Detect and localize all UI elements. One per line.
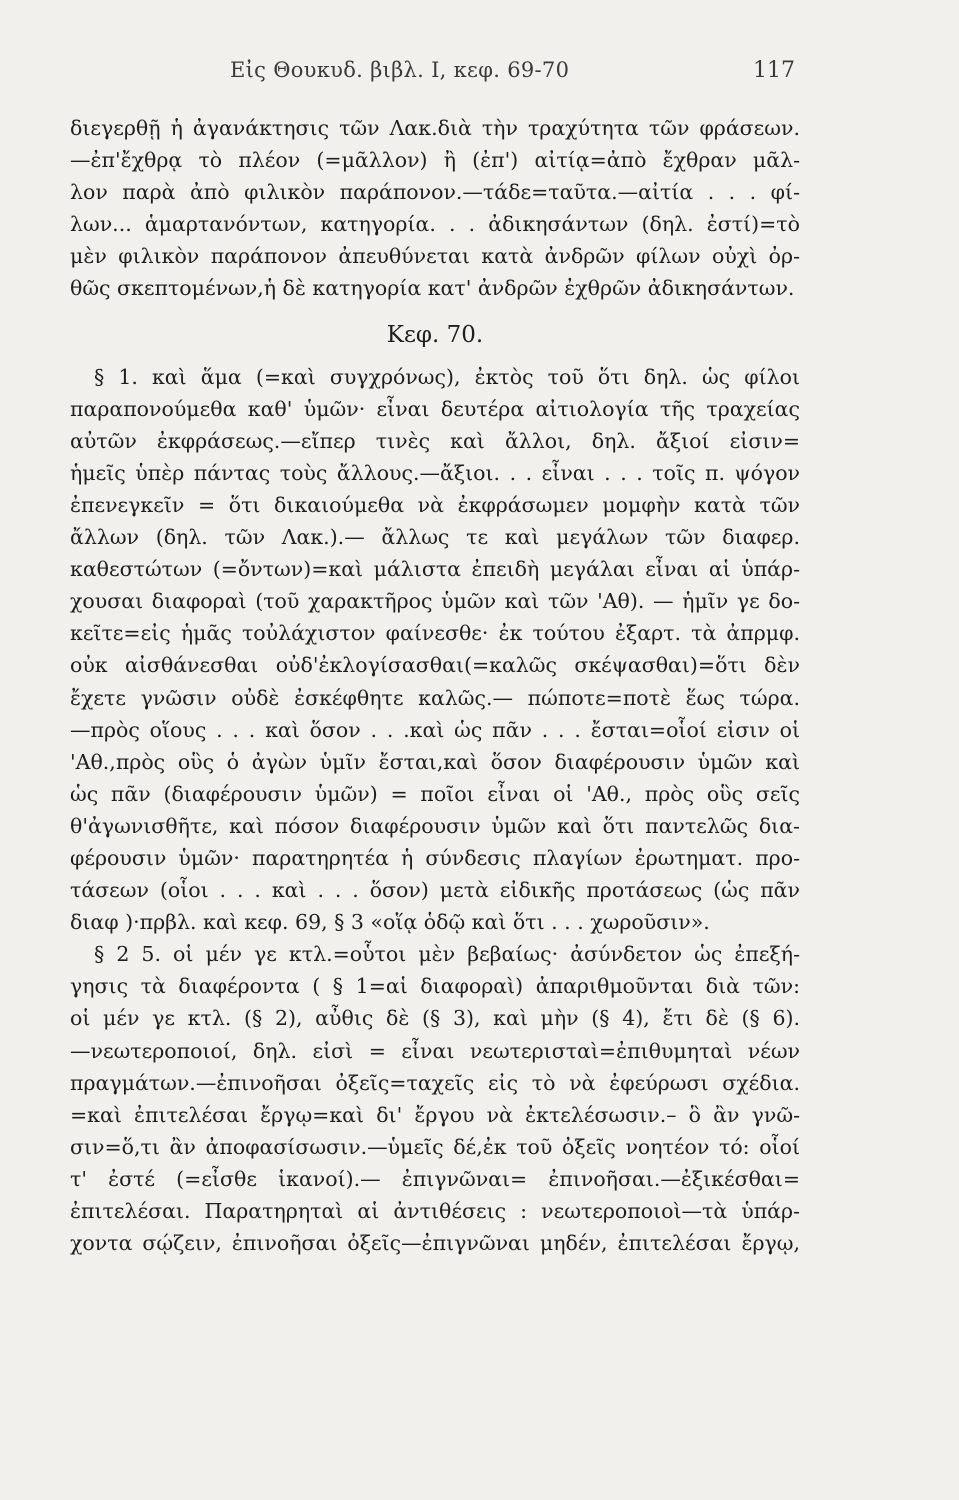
- text-line: ὡς πᾶν (διαφέρουσιν ὑμῶν) = ποῖοι εἶναι οἱ 'Αθ., πρὸς οὓς σεῖς: [70, 781, 800, 806]
- commentary-text: [70, 112, 800, 1259]
- page-number: 117: [753, 58, 795, 83]
- text-line: χοντα σῴζειν, ἐπινοῆσαι ὀξεῖς—ἐπιγνῶναι μηδέν, ἐπιτελέσαι ἔργῳ,: [70, 1231, 800, 1256]
- text-line: καθεστώτων (=ὄντων)=καὶ μάλιστα ἐπειδὴ μεγάλαι εἶναι αἱ ὑπάρ-: [70, 557, 800, 582]
- text-line: ἐπιτελέσαι. Παρατηρηταὶ αἱ ἀντιθέσεις : νεωτεροποιοὶ—τὰ ὑπάρ-: [70, 1199, 800, 1223]
- text-line: αὐτῶν ἐκφράσεως.—εἴπερ τινὲς καὶ ἄλλοι, δηλ. ἄξιοί εἰσιν=: [70, 428, 800, 453]
- text-line: ἄλλων (δηλ. τῶν Λακ.).— ἄλλως τε καὶ μεγάλων τῶν διαφερ.: [70, 525, 800, 550]
- text-line: —πρὸς οἵους . . . καὶ ὅσον . . .καὶ ὡς πᾶν . . . ἔσται=οἷοί εἰσιν οἱ: [70, 717, 800, 742]
- text-line: διεγερθῇ ἡ ἀγανάκτησις τῶν Λακ.διὰ τὴν τραχύτητα τῶν φράσεων.: [70, 116, 800, 140]
- text-line: λον παρὰ ἀπὸ φιλικὸν παράπονον.—τάδε=ταῦτα.—αἰτία . . . φί-: [70, 180, 800, 205]
- text-line: οἱ μέν γε κτλ. (§ 2), αὖθις δὲ (§ 3), καὶ μὴν (§ 4), ἔτι δὲ (§ 6).: [70, 1006, 800, 1031]
- text-line: πραγμάτων.—ἐπινοῆσαι ὀξεῖς=ταχεῖς εἰς τὸ νὰ ἐφεύρωσι σχέδια.: [70, 1070, 800, 1095]
- text-line: § 1. καὶ ἅμα (=καὶ συγχρόνως), ἐκτὸς τοῦ ὅτι δηλ. ὡς φίλοι: [94, 364, 800, 389]
- text-line: γησις τὰ διαφέροντα ( § 1=αἱ διαφοραὶ) ἀπαριθμοῦνται διὰ τῶν:: [70, 974, 800, 999]
- text-line: ἐπενεγκεῖν = ὅτι δικαιούμεθα νὰ ἐκφράσωμεν μομφὴν κατὰ τῶν: [70, 492, 800, 517]
- text-line: —νεωτεροποιοί, δηλ. εἰσὶ = εἶναι νεωτερισταὶ=ἐπιθυμηταὶ νέων: [70, 1038, 800, 1063]
- text-line: § 2 5. οἱ μέν γε κτλ.=οὗτοι μὲν βεβαίως· ἀσύνδετον ὡς ἐπεξή-: [94, 942, 800, 967]
- text-line: οὐκ αἰσθάνεσθαι οὐδ'ἐκλογίσασθαι(=καλῶς σκέψασθαι)=ὅτι δὲν: [70, 653, 800, 678]
- text-line: παραπονούμεθα καθ' ὑμῶν· εἶναι δευτέρα αἰτιολογία τῆς τραχείας: [70, 396, 800, 421]
- text-line: ἡμεῖς ὑπὲρ πάντας τοὺς ἄλλους.—ἄξιοι. . . εἶναι . . . τοῖς π. ψόγον: [70, 460, 800, 485]
- text-line: τάσεων (οἷοι . . . καὶ . . . ὅσον) μετὰ εἰδικῆς προτάσεως (ὡς πᾶν: [70, 878, 800, 903]
- text-line: θ'ἀγωνισθῆτε, καὶ πόσον διαφέρουσιν ὑμῶν καὶ ὅτι παντελῶς δια-: [70, 813, 800, 838]
- running-head: Εἰς Θουκυδ. βιβλ. I, κεφ. 69-70: [230, 58, 570, 82]
- text-line: —ἐπ'ἔχθρᾳ τὸ πλέον (=μᾶλλον) ἢ (ἐπ') αἰτίᾳ=ἀπὸ ἔχθραν μᾶλ-: [70, 148, 800, 173]
- text-line: διαφ )·πρβλ. καὶ κεφ. 69, § 3 «οἵᾳ ὁδῷ καὶ ὅτι . . . χωροῦσιν».: [70, 910, 710, 935]
- text-line: =καὶ ἐπιτελέσαι ἔργῳ=καὶ δι' ἔργου νὰ ἐκτελέσωσιν.– ὃ ἂν γνῶ-: [70, 1102, 800, 1127]
- text-line: κεῖτε=εἰς ἡμᾶς τοὐλάχιστον φαίνεσθε· ἐκ τούτου ἐξαρτ. τὰ ἀπρμφ.: [70, 621, 800, 646]
- text-line: χουσαι διαφοραὶ (τοῦ χαρακτῆρος ὑμῶν καὶ τῶν 'Αθ). — ἡμῖν γε δο-: [70, 589, 800, 614]
- text-line: σιν=ὅ,τι ἂν ἀποφασίσωσιν.—ὑμεῖς δέ,ἐκ τοῦ ὀξεῖς νοητέον τό: οἷοί: [70, 1134, 800, 1159]
- text-line: μὲν φιλικὸν παράπονον ἀπευθύνεται κατὰ ἀνδρῶν φίλων οὐχὶ ὀρ-: [70, 244, 800, 269]
- text-line: φέρουσιν ὑμῶν· παρατηρητέα ἡ σύνδεσις πλαγίων ἐρωτηματ. προ-: [70, 845, 800, 870]
- text-line: λων... ἁμαρτανόντων, κατηγορία. . . ἀδικησάντων (δηλ. ἐστί)=τὸ: [70, 212, 800, 237]
- text-line: θῶς σκεπτομένων,ἡ δὲ κατηγορία κατ' ἀνδρῶν ἐχθρῶν ἀδικησάντων.: [70, 276, 795, 301]
- text-line: 'Αθ.,πρὸς οὓς ὁ ἀγὼν ὑμῖν ἔσται,καὶ ὅσον διαφέρουσιν ὑμῶν καὶ: [70, 749, 800, 774]
- page-header: [70, 58, 795, 88]
- chapter-heading: Κεφ. 70.: [386, 321, 484, 348]
- text-line: ἔχετε γνῶσιν οὐδὲ ἐσκέφθητε καλῶς.— πώποτε=ποτὲ ἕως τώρα.: [70, 685, 800, 710]
- text-line: τ' ἐστέ (=εἶσθε ἱκανοί).— ἐπιγνῶναι= ἐπινοῆσαι.—ἐξικέσθαι=: [70, 1166, 800, 1191]
